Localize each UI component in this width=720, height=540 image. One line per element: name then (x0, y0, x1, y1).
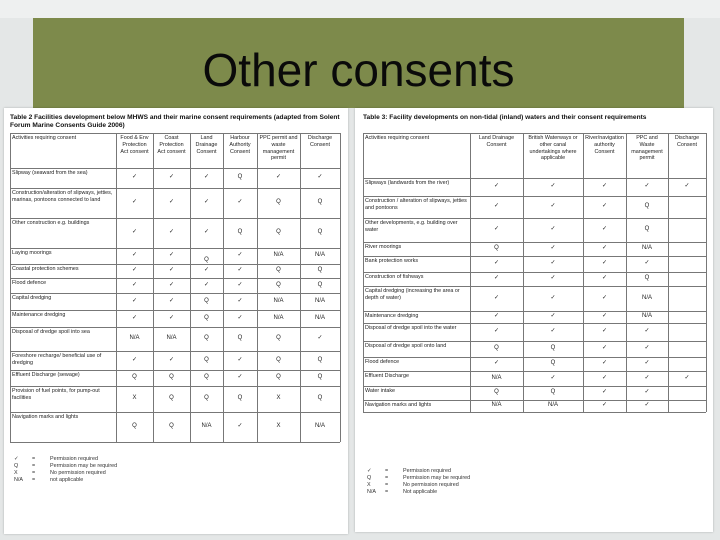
table-rule (470, 133, 471, 412)
consent-mark: Q (550, 360, 556, 366)
consent-mark: N/A (314, 252, 325, 258)
consent-mark: ✓ (493, 360, 500, 366)
consent-mark: ✓ (601, 313, 608, 319)
table-rule (10, 133, 340, 134)
table-rule (10, 351, 340, 352)
row-label: Slipway (seaward from the sea) (12, 170, 88, 176)
consent-mark: N/A (491, 374, 502, 381)
table-rule (363, 256, 706, 257)
table-rule (583, 133, 584, 412)
legend-sym: ✓ (14, 456, 19, 462)
consent-mark: Q (132, 423, 137, 429)
consent-mark: ✓ (493, 203, 500, 209)
right-table-caption: Table 3: Facility developments on non-tidal (inland) waters and their consent requirements (363, 114, 647, 121)
column-header: PPC and Waste management permit (631, 135, 663, 162)
consent-mark: Q (237, 174, 243, 180)
column-header: Activities requiring consent (12, 135, 77, 141)
consent-mark: ✓ (601, 402, 608, 408)
consent-mark: ✓ (493, 313, 500, 319)
consent-mark: ✓ (550, 374, 556, 381)
table-rule (363, 242, 706, 243)
consent-mark: ✓ (601, 360, 608, 366)
consent-mark: N/A (314, 423, 325, 429)
table-rule (363, 218, 706, 219)
row-label: Foreshore recharge/ beneficial use of dredging (12, 353, 102, 366)
table-rule (10, 264, 340, 265)
consent-mark: N/A (273, 297, 284, 304)
column-header: Discharge Consent (307, 135, 333, 148)
legend-eq: = (32, 456, 36, 462)
legend-text: Permission may be required (403, 475, 471, 481)
table-rule (10, 442, 340, 443)
legend-text: Permission required (403, 468, 451, 474)
consent-mark: ✓ (131, 314, 138, 321)
table-rule (10, 218, 340, 219)
table-rule (363, 412, 706, 413)
row-label: Navigation marks and lights (12, 414, 79, 420)
consent-mark: ✓ (644, 402, 650, 408)
consent-mark: ✓ (601, 389, 608, 395)
legend-eq: = (32, 470, 36, 476)
column-header: PPC permit and waste management permit (259, 135, 298, 162)
table-rule (706, 133, 707, 412)
legend-text: Not applicable (403, 489, 438, 495)
consent-mark: N/A (129, 335, 140, 341)
consent-mark: ✓ (644, 260, 650, 266)
consent-mark: Q (317, 281, 323, 288)
consent-mark: N/A (314, 314, 325, 321)
consent-mark: ✓ (601, 183, 608, 189)
consent-mark: ✓ (237, 281, 243, 288)
consent-mark: N/A (547, 402, 558, 408)
consent-mark: N/A (641, 313, 652, 319)
column-header: Land Drainage Consent (478, 135, 515, 148)
legend-text: No permission required (403, 482, 459, 488)
table-rule (10, 133, 11, 442)
consent-mark: ✓ (493, 226, 500, 232)
consent-mark: ✓ (168, 281, 175, 288)
consent-mark: ✓ (601, 226, 608, 232)
row-label: Capital dredging (12, 295, 52, 301)
table-rule (10, 386, 340, 387)
table-rule (363, 357, 706, 358)
consent-mark: Q (204, 356, 209, 363)
table-rule (223, 133, 224, 442)
row-label: Coastal protection schemes (12, 266, 79, 272)
consent-mark: ✓ (601, 345, 608, 351)
consent-mark: ✓ (237, 252, 243, 258)
column-header: River/navigation authority Consent (585, 135, 624, 155)
consent-mark: Q (317, 267, 323, 273)
table-rule (626, 133, 627, 412)
consent-mark: Q (494, 245, 499, 251)
consent-mark: ✓ (237, 297, 243, 304)
table-rule (363, 341, 706, 342)
consent-mark: ✓ (168, 356, 175, 363)
consent-mark: ✓ (237, 267, 243, 273)
consent-mark: ✓ (203, 174, 210, 180)
consent-mark: X (132, 395, 137, 401)
row-label: Laying moorings (12, 250, 52, 256)
column-header: British Waterways or other canal undertakings where applicable (528, 135, 578, 162)
right-table-legend (367, 468, 517, 498)
row-label: River moorings (365, 244, 402, 250)
consent-mark: ✓ (168, 267, 175, 273)
consent-mark: ✓ (131, 356, 138, 363)
consent-mark: Q (204, 395, 209, 401)
table-rule (363, 133, 706, 134)
consent-mark: ✓ (237, 423, 243, 429)
legend-eq: = (32, 463, 36, 469)
consent-mark: N/A (314, 297, 325, 304)
consent-mark: ✓ (644, 328, 650, 334)
legend-sym: Q (14, 463, 19, 469)
consent-mark: ✓ (168, 229, 175, 235)
consent-mark: Q (494, 389, 499, 395)
legend-sym: ✓ (367, 468, 372, 474)
consent-mark: ✓ (275, 174, 282, 180)
consent-mark: N/A (273, 314, 284, 321)
consent-mark: ✓ (317, 174, 323, 180)
consent-mark: ✓ (237, 356, 243, 363)
table-rule (10, 412, 340, 413)
consent-mark: ✓ (550, 203, 556, 209)
consent-mark: Q (317, 229, 323, 235)
consent-mark: ✓ (131, 267, 138, 273)
row-label: Disposal of dredge spoil into sea (12, 329, 90, 335)
legend-text: Permission required (50, 456, 98, 462)
table-rule (363, 286, 706, 287)
consent-mark: N/A (201, 423, 212, 429)
consent-mark: ✓ (493, 260, 500, 266)
left-table-legend (14, 456, 164, 486)
row-label: Maintenance dredging (12, 312, 66, 318)
legend-text: Permission may be required (50, 463, 118, 469)
consent-mark: Q (132, 374, 137, 380)
consent-mark: ✓ (168, 297, 175, 304)
consent-mark: ✓ (237, 314, 243, 321)
column-header: Discharge Consent (674, 135, 700, 148)
row-label: Capital dredging (increasing the area or depth of water) (365, 288, 460, 301)
table-rule (300, 133, 301, 442)
consent-mark: ✓ (203, 267, 210, 273)
table-rule (10, 278, 340, 279)
consent-mark: ✓ (550, 313, 556, 319)
table-rule (10, 293, 340, 294)
consent-mark: ✓ (168, 174, 175, 180)
row-label: Construction / alteration of slipways, jetties and pontoons (365, 198, 467, 211)
legend-text: not applicable (50, 477, 84, 483)
left-table-caption: Table 2 Facilities development below MHWS and their marine consent requirements (adapted from Solent Forum Marine Consents Guide 2006) (10, 114, 340, 129)
consent-mark: Q (169, 395, 174, 401)
table-rule (190, 133, 191, 442)
consent-mark: ✓ (203, 281, 210, 288)
consent-mark: ✓ (550, 226, 556, 232)
consent-mark: ✓ (131, 297, 138, 304)
consent-mark: ✓ (131, 252, 138, 258)
consent-mark: ✓ (644, 345, 650, 351)
row-label: Disposal of dredge spoil onto land (365, 343, 447, 349)
consent-mark: ✓ (203, 199, 210, 205)
table-rule (668, 133, 669, 412)
consent-mark: ✓ (601, 328, 608, 334)
row-label: Other construction e.g. buildings (12, 220, 90, 226)
consent-mark: ✓ (684, 374, 690, 381)
column-header: Harbour Authority Consent (229, 135, 251, 155)
consent-mark: ✓ (493, 275, 500, 281)
consent-mark: Q (276, 374, 281, 380)
consent-mark: ✓ (550, 275, 556, 281)
consent-mark: ✓ (550, 183, 556, 189)
row-label: Maintenance dredging (365, 313, 419, 319)
consent-mark: ✓ (550, 328, 556, 334)
consent-mark: Q (204, 297, 209, 304)
consent-mark: ✓ (237, 374, 243, 380)
table-rule (363, 196, 706, 197)
table-rule (363, 133, 364, 412)
consent-mark: Q (494, 345, 499, 351)
row-label: Flood defence (365, 359, 400, 365)
consent-mark: ✓ (601, 374, 608, 381)
consent-mark: N/A (641, 294, 652, 301)
table-rule (10, 327, 340, 328)
table-rule (10, 370, 340, 371)
consent-mark: Q (276, 281, 281, 288)
row-label: Effluent Discharge (365, 373, 409, 379)
column-header: Food & Env Protection Act consent (120, 135, 149, 155)
consent-mark: ✓ (131, 174, 138, 180)
table-rule (363, 371, 706, 372)
legend-eq: = (385, 489, 389, 495)
consent-mark: ✓ (550, 245, 556, 251)
consent-mark: ✓ (168, 314, 175, 321)
consent-mark: Q (644, 203, 650, 209)
consent-mark: ✓ (644, 374, 650, 381)
right-table-sheet (355, 108, 713, 532)
consent-mark: ✓ (684, 183, 690, 189)
legend-sym: X (367, 482, 371, 488)
slide-title: Other consents (202, 44, 515, 96)
column-header: Coast Protection Act consent (157, 135, 186, 155)
consent-mark: ✓ (168, 252, 175, 258)
table-rule (363, 178, 706, 179)
legend-sym: N/A (367, 489, 376, 495)
consent-mark: ✓ (493, 328, 500, 334)
row-label: Navigation marks and lights (365, 402, 432, 408)
consent-mark: ✓ (168, 199, 175, 205)
table-rule (363, 400, 706, 401)
consent-mark: Q (550, 389, 556, 395)
consent-mark: N/A (166, 335, 177, 341)
consent-mark: ✓ (601, 275, 608, 281)
table-rule (10, 168, 340, 169)
consent-mark: ✓ (601, 203, 608, 209)
column-header: Land Drainage Consent (195, 135, 218, 155)
consent-mark: Q (204, 257, 209, 263)
consent-mark: Q (169, 423, 174, 429)
consent-mark: ✓ (601, 245, 608, 251)
consent-mark: Q (169, 374, 174, 380)
legend-sym: X (14, 470, 18, 476)
consent-mark: ✓ (601, 260, 608, 266)
consent-mark: N/A (641, 245, 652, 251)
consent-mark: Q (644, 226, 650, 232)
consent-mark: ✓ (493, 294, 500, 301)
row-label: Construction/alteration of slipways, jetties, marinas, pontoons connected to land (12, 190, 113, 203)
row-label: Other developments, e.g. building over water (365, 220, 458, 233)
consent-mark: ✓ (237, 199, 243, 205)
row-label: Flood defence (12, 280, 47, 286)
table-rule (363, 323, 706, 324)
consent-mark: ✓ (550, 260, 556, 266)
row-label: Construction of fishways (365, 274, 424, 280)
row-label: Bank protection works (365, 258, 419, 264)
consent-mark: Q (317, 199, 323, 205)
consent-mark: Q (237, 229, 243, 235)
table-rule (340, 133, 341, 442)
column-header: Activities requiring consent (365, 135, 430, 141)
table-rule (153, 133, 154, 442)
consent-mark: Q (317, 356, 323, 363)
consent-mark: Q (237, 335, 243, 341)
consent-mark: ✓ (644, 360, 650, 366)
left-table-sheet (4, 108, 348, 534)
consent-mark: ✓ (644, 389, 650, 395)
legend-eq: = (385, 482, 389, 488)
consent-mark: Q (276, 267, 281, 273)
legend-eq: = (385, 468, 389, 474)
consent-mark: N/A (273, 252, 284, 258)
consent-mark: N/A (491, 402, 502, 408)
consent-mark: ✓ (317, 335, 323, 341)
consent-mark: ✓ (644, 183, 650, 189)
consent-mark: Q (317, 395, 323, 401)
consent-mark: Q (204, 314, 209, 321)
consent-mark: Q (237, 395, 243, 401)
consent-mark: ✓ (493, 183, 500, 189)
legend-eq: = (32, 477, 36, 483)
consent-mark: ✓ (550, 294, 556, 301)
consent-mark: ✓ (131, 229, 138, 235)
legend-text: No permission required (50, 470, 106, 476)
consent-mark: Q (204, 374, 209, 380)
legend-eq: = (385, 475, 389, 481)
row-label: Effluent Discharge (sewage) (12, 372, 80, 378)
table-rule (363, 311, 706, 312)
table-rule (523, 133, 524, 412)
row-label: Water intake (365, 388, 396, 394)
consent-mark: ✓ (601, 294, 608, 301)
consent-mark: X (276, 395, 281, 401)
table-rule (10, 248, 340, 249)
consent-mark: ✓ (131, 199, 138, 205)
row-label: Slipways (landwards from the river) (365, 180, 450, 186)
top-band (0, 0, 720, 18)
consent-mark: Q (317, 374, 323, 380)
consent-mark: Q (276, 199, 281, 205)
consent-mark: Q (276, 335, 281, 341)
consent-mark: Q (644, 275, 650, 281)
consent-mark: Q (276, 356, 281, 363)
consent-mark: ✓ (203, 229, 210, 235)
consent-mark: Q (204, 335, 209, 341)
row-label: Provision of fuel points, for pump-out facilities (12, 388, 100, 401)
legend-sym: Q (367, 475, 372, 481)
consent-mark: X (276, 423, 281, 429)
table-rule (116, 133, 117, 442)
legend-sym: N/A (14, 477, 23, 483)
table-rule (363, 272, 706, 273)
consent-mark: Q (276, 229, 281, 235)
table-rule (10, 310, 340, 311)
table-rule (257, 133, 258, 442)
table-rule (10, 188, 340, 189)
consent-mark: ✓ (131, 281, 138, 288)
row-label: Disposal of dredge spoil into the water (365, 325, 457, 331)
table-rule (363, 386, 706, 387)
consent-mark: Q (550, 345, 556, 351)
